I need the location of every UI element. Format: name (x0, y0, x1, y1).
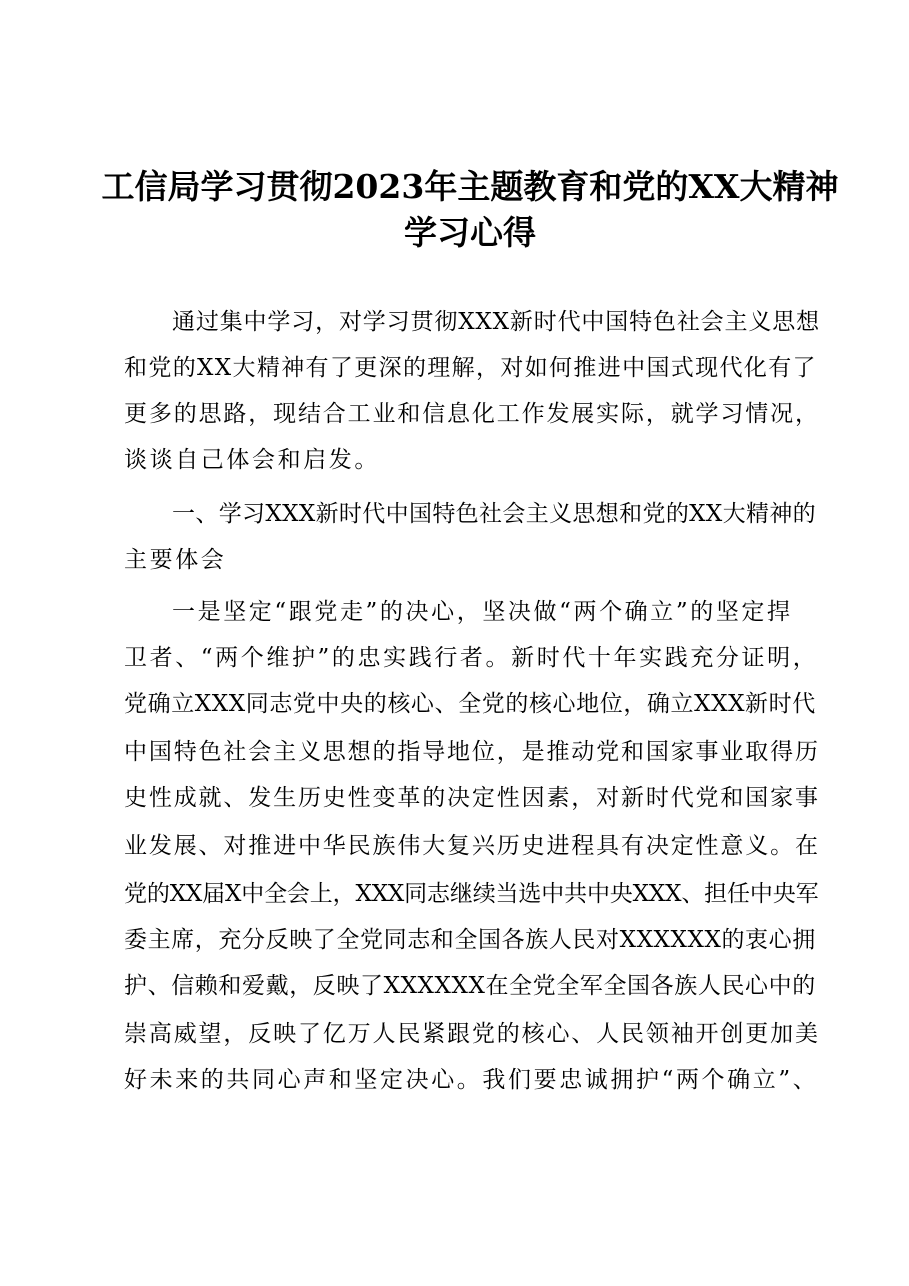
document-title-line-1: 工信局学习贯彻2023年主题教育和党的XX大精神 (101, 167, 839, 206)
paragraph-line: 党的XX届X中全会上，XXX同志继续当选中共中央XXX、担任中央军 (124, 881, 819, 907)
paragraph-line: 崇高威望，反映了亿万人民紧跟党的核心、人民领袖开创更加美 (124, 1021, 820, 1047)
paragraph-line: 委主席，充分反映了全党同志和全国各族人民对XXXXXX的衷心拥 (124, 927, 816, 953)
paragraph-line: 一是坚定“跟党走”的决心，坚决做“两个确立”的坚定捍 (172, 599, 793, 625)
paragraph-line: 和党的XX大精神有了更深的理解，对如何推进中国式现代化有了 (124, 355, 817, 381)
paragraph-line: 更多的思路，现结合工业和信息化工作发展实际，就学习情况， (124, 401, 820, 427)
paragraph-line: 业发展、对推进中华民族伟大复兴历史进程具有决定性意义。在 (124, 833, 820, 859)
document-title-line-2: 学习心得 (404, 213, 536, 252)
paragraph-line: 中国特色社会主义思想的指导地位，是推动党和国家事业取得历 (124, 739, 820, 765)
paragraph-line: 好未来的共同心声和坚定决心。我们要忠诚拥护“两个确立”、 (124, 1067, 819, 1093)
paragraph-line: 谈谈自己体会和启发。 (124, 447, 380, 473)
paragraph-line: 护、信赖和爱戴，反映了XXXXXX在全党全军全国各族人民心中的 (124, 973, 816, 999)
paragraph-line: 史性成就、发生历史性变革的决定性因素，对新时代党和国家事 (124, 785, 820, 811)
section-heading-line: 一、学习XXX新时代中国特色社会主义思想和党的XX大精神的 (172, 501, 817, 527)
paragraph-line: 通过集中学习，对学习贯彻XXX新时代中国特色社会主义思想 (172, 309, 820, 335)
paragraph-line: 党确立XXX同志党中央的核心、全党的核心地位，确立XXX新时代 (124, 691, 816, 717)
paragraph-line: 卫者、“两个维护”的忠实践行者。新时代十年实践充分证明， (124, 645, 819, 671)
section-heading-line: 主要体会 (124, 547, 227, 573)
